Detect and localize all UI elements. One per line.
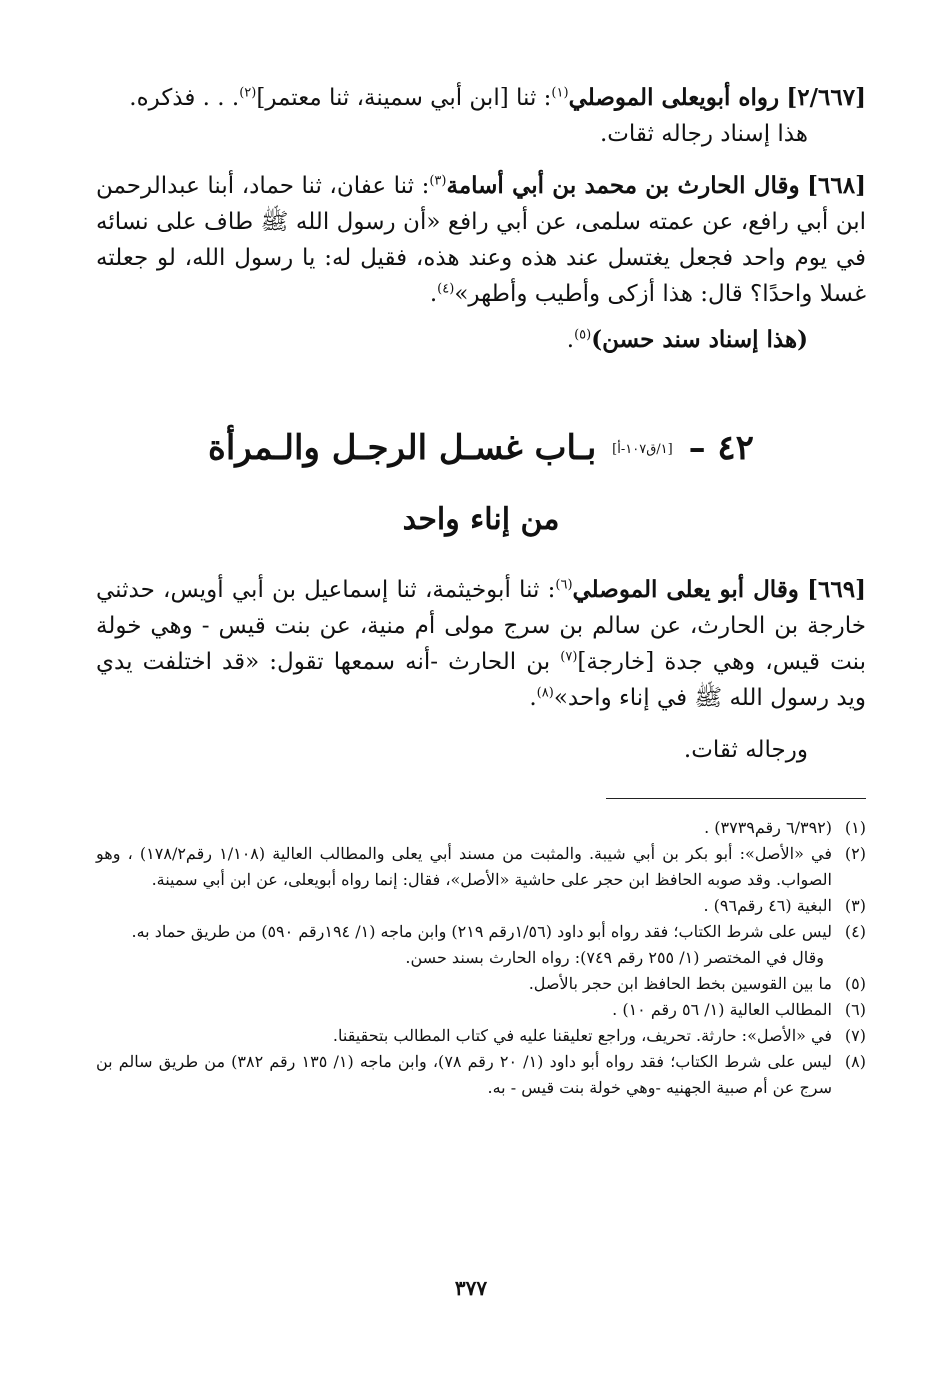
footnote-number: (٨) — [844, 1052, 866, 1071]
footnote-text: ليس على شرط الكتاب؛ فقد رواه أبو داود (١/٥٦رقم ٢١٩) وابن ماجه (١/ ١٩٤رقم ٥٩٠) من طريق حماد به. — [131, 922, 832, 941]
verdict-tail: . — [566, 327, 575, 353]
isnad-verdict-667: هذا إسناد رجاله ثقات. — [599, 121, 808, 147]
hadith-text: : ثنا عفان، ثنا حماد، أبنا عبدالرحمن ابن أبي رافع، عن عمته سلمى، عن أبي رافع «أن رسول الله ﷺ طاف على نسائه في يوم واحد فجعل يغتسل عند هذه وعند هذه، فقيل له: يا رسول الله، لو جعلته غسلا واحدًا؟ قال: هذا أزكى وأطيب وأطهر» — [96, 173, 866, 307]
hadith-tail: . — [529, 685, 537, 711]
chapter-title: بـاب غسـل الرجـل والـمرأة — [208, 428, 597, 468]
footnote-number: (٧) — [844, 1026, 866, 1045]
hadith-text: : ثنا [ابن أبي سمينة، ثنا معتمر] — [256, 85, 552, 111]
hadith-number: [٢/٦٦٧] — [786, 84, 866, 111]
hadith-text: : ثنا أبوخيثمة، ثنا إسماعيل بن أبي أويس، حدثني خارجة بن الحارث، عن سالم بن سرج مولى أم منية، عن بنت قيس - وهي خولة بنت قيس، وهي جدة [خارجة] — [96, 577, 866, 675]
footnote-ref[interactable]: (٧) — [560, 649, 578, 665]
hadith-text-continued: بن الحارث -أنه سمعها تقول: «قد اختلفت يدي ويد رسول الله ﷺ في إناء واحد» — [96, 649, 866, 711]
footnote-ref[interactable]: (١) — [551, 85, 569, 101]
manuscript-folio-ref: [١/ق١٠٧-أ] — [612, 442, 673, 457]
hadith-667 — [96, 80, 866, 116]
footnote-number: (٦) — [844, 1000, 866, 1019]
footnote-text: ليس على شرط الكتاب؛ فقد رواه أبو داود (١/ ٢٠ رقم ٧٨)، وابن ماجه (١/ ١٣٥ رقم ٣٨٢) من طريق سالم بن سرج عن أم صبية الجهنيه -وهي خولة بنت قيس - به. — [96, 1052, 832, 1097]
footnote-item — [96, 1049, 866, 1101]
footnote-number: (٢) — [844, 844, 866, 863]
footnote-number: (٤) — [844, 922, 866, 941]
footnote-number: (٣) — [844, 896, 866, 915]
hadith-tail: . — [429, 281, 438, 307]
footnote-item — [96, 919, 866, 971]
footnote-ref[interactable]: (٦) — [555, 577, 573, 593]
chapter-dash: – — [688, 428, 706, 468]
chapter-title-line — [96, 424, 866, 474]
chapter-subtitle: من إناء واحد — [402, 502, 560, 537]
footnote-text: البغية (٤٦ رقم٩٦) . — [703, 896, 832, 915]
footnote-item — [96, 893, 866, 919]
page-number: ٣٧٧ — [454, 1276, 488, 1300]
footnote-item — [96, 971, 866, 997]
footnote-number: (٥) — [844, 974, 866, 993]
isnad-verdict-669: ورجاله ثقات. — [683, 737, 808, 763]
isnad-verdict-668 — [96, 322, 866, 358]
hadith-number: [٦٦٨] — [807, 172, 866, 199]
footnote-text: (٦/٣٩٢ رقم٣٧٣٩) . — [704, 818, 832, 837]
footnote-ref[interactable]: (٣) — [429, 173, 447, 189]
narrator-lead: وقال الحارث بن محمد بن أبي أسامة — [446, 172, 800, 199]
footnote-ref[interactable]: (٢) — [239, 85, 257, 101]
chapter-number: ٤٢ — [717, 428, 754, 468]
footnote-text: ما بين القوسين بخط الحافظ ابن حجر بالأصل. — [528, 974, 832, 993]
footnote-item — [96, 997, 866, 1023]
footnote-item — [96, 815, 866, 841]
verdict-text: (هذا إسناد سند حسن) — [591, 326, 808, 353]
footnote-number: (١) — [844, 818, 866, 837]
footnote-text: في «الأصل»: أبو بكر بن أبي شيبة. والمثبت من مسند أبي يعلى والمطالب العالية (١/١٠٨ رقم١٧٨/٢) ، وهو الصواب. وقد صوبه الحافظ ابن حجر على حاشية «الأصل»، فقال: إنما رواه أبويعلى، عن ابن أبي سمينة. — [96, 844, 833, 889]
footnotes — [96, 815, 866, 1101]
hadith-668 — [96, 168, 866, 312]
footnote-item — [96, 841, 866, 893]
footnote-ref[interactable]: (٨) — [536, 685, 554, 701]
hadith-tail: . . . فذكره. — [129, 85, 240, 111]
footnote-ref[interactable]: (٥) — [574, 327, 592, 343]
hadith-669 — [96, 572, 866, 716]
footnote-separator — [606, 798, 866, 799]
footnote-text-continued: وقال في المختصر (١/ ٢٥٥ رقم ٧٤٩): رواه الحارث بسند حسن. — [405, 948, 824, 967]
narrator-lead: وقال أبو يعلى الموصلي — [572, 576, 799, 603]
narrator-lead: رواه أبويعلى الموصلي — [568, 84, 780, 111]
page — [96, 80, 866, 1310]
chapter-heading — [96, 424, 866, 542]
hadith-number: [٦٦٩] — [807, 576, 866, 603]
footnote-text: في «الأصل»: حارثة. تحريف، وراجع تعليقنا عليه في كتاب المطالب بتحقيقنا. — [332, 1026, 832, 1045]
footnote-ref[interactable]: (٤) — [437, 281, 455, 297]
footnote-text: المطالب العالية (١/ ٥٦ رقم ١٠) . — [612, 1000, 832, 1019]
footnote-item — [96, 1023, 866, 1049]
